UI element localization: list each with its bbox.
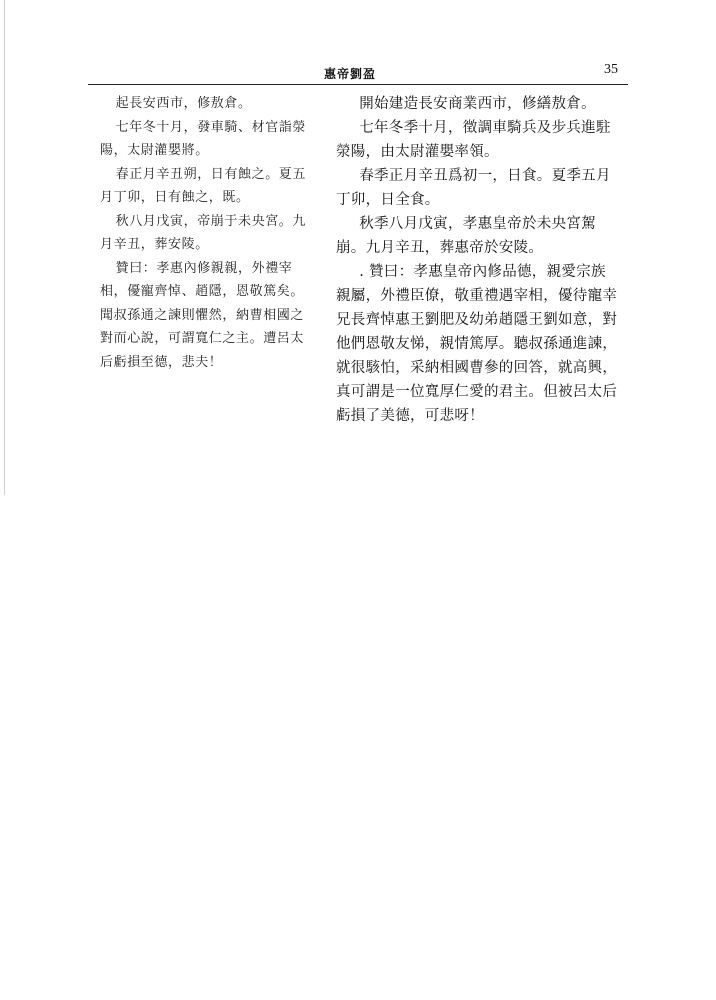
translation-column [336, 92, 620, 428]
header-rule [88, 84, 628, 85]
classical-text-column [100, 92, 312, 374]
translation-paragraph: 開始建造長安商業西市，修繕敖倉。 [359, 96, 596, 112]
classical-paragraph: 贊曰：孝惠內修親親，外禮宰相，優寵齊悼、趙隱，恩敬篤矣。聞叔孫通之諫則懼然，納曹相國之對而心說，可謂寬仁之主。遭呂太后虧損至德，悲夫！ [100, 260, 305, 370]
running-header [88, 62, 628, 82]
page-number: 35 [604, 62, 618, 77]
classical-paragraph: 起長安西市，修敖倉。 [115, 96, 252, 111]
classical-paragraph: 七年冬十月，發車騎、材官詣滎陽，太尉灌嬰將。 [100, 119, 306, 158]
classical-paragraph: 秋八月戊寅，帝崩于未央宮。九月辛丑，葬安陵。 [100, 213, 306, 252]
translation-paragraph: 秋季八月戊寅，孝惠皇帝於未央宮駕崩。九月辛丑，葬惠帝於安陵。 [336, 216, 596, 256]
translation-paragraph: 七年冬季十月，徵調車騎兵及步兵進駐滎陽，由太尉灌嬰率領。 [336, 120, 611, 160]
running-title: 惠帝劉盈 [324, 67, 377, 81]
translation-paragraph: . 贊曰：孝惠皇帝內修品德，親愛宗族親屬，外禮臣僚，敬重禮遇宰相，優待寵幸兄長齊悼惠王劉肥及幼弟趙隱王劉如意，對他們恩敬友悌，親情篤厚。聽叔孫通進諫，就很駭怕，采納相國曹參的回答，就高興，真可謂是一位寬厚仁愛的君主。但被呂太后虧損了美德，可悲呀！ [336, 264, 618, 424]
binding-edge [4, 0, 5, 495]
classical-paragraph: 春正月辛丑朔，日有蝕之。夏五月丁卯，日有蝕之，既。 [100, 166, 306, 205]
translation-paragraph: 春季正月辛丑爲初一，日食。夏季五月丁卯，日全食。 [336, 168, 611, 208]
